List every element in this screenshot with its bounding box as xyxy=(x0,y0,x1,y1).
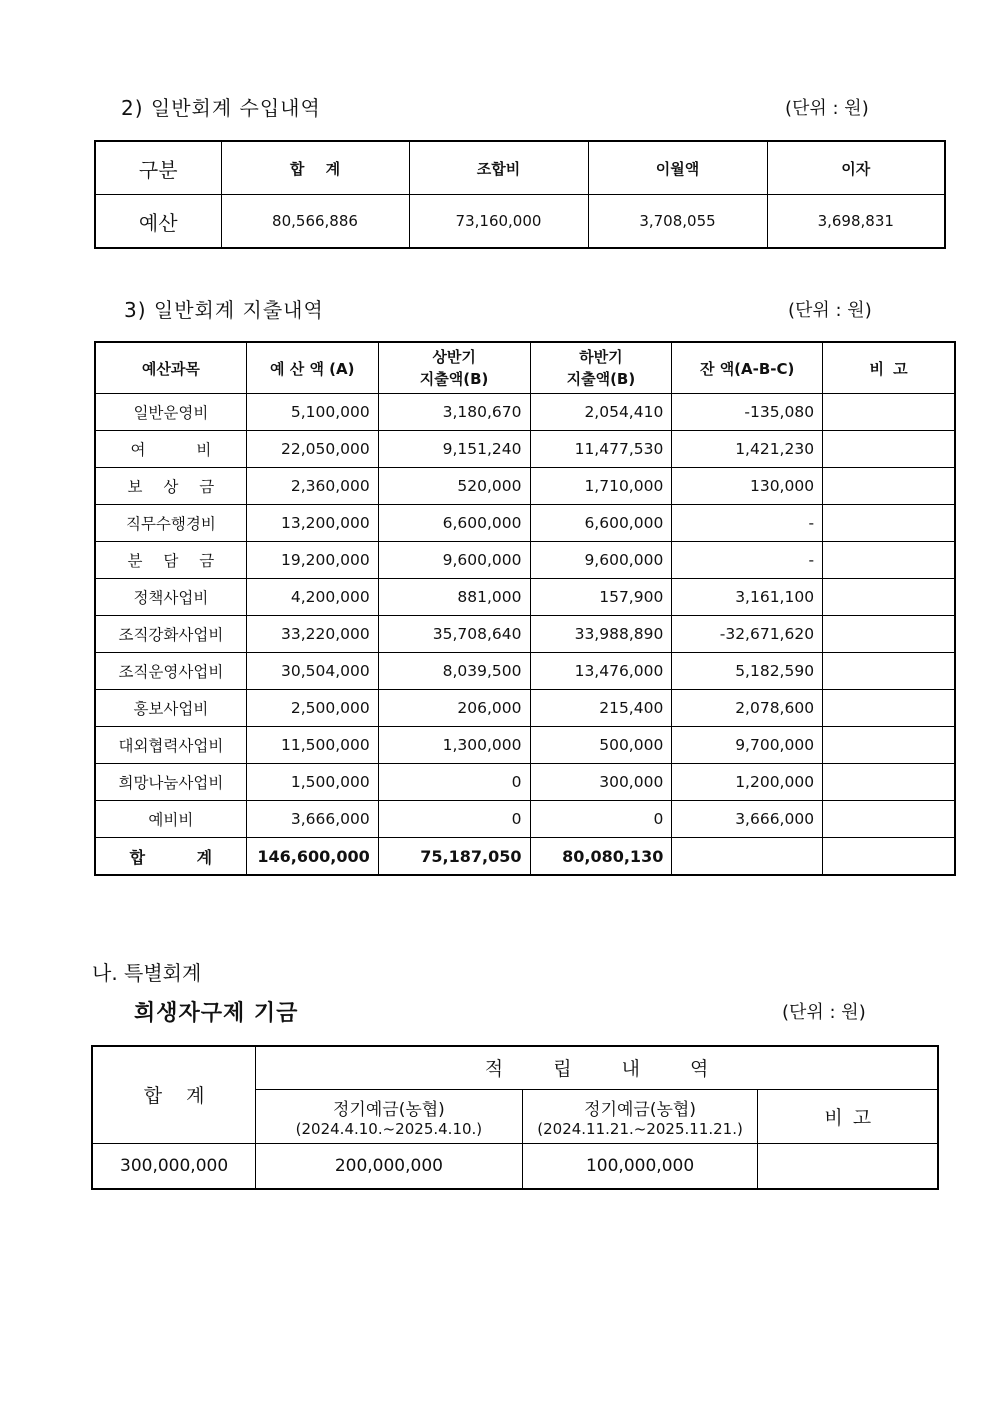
expense-row xyxy=(95,616,955,653)
fund-total-value: 300,000,000 xyxy=(92,1143,256,1189)
expense-cell: 3,180,670 xyxy=(378,394,530,431)
expense-cell: 35,708,640 xyxy=(378,616,530,653)
expense-cell: 11,500,000 xyxy=(246,727,378,764)
expense-cell xyxy=(823,838,955,876)
expense-body xyxy=(95,394,955,876)
expense-cell: 0 xyxy=(378,764,530,801)
expense-cell: 11,477,530 xyxy=(530,431,672,468)
expense-item-name: 예비비 xyxy=(95,801,246,838)
expense-item-name: 직무수행경비 xyxy=(95,505,246,542)
expense-cell xyxy=(672,838,823,876)
expense-cell: 881,000 xyxy=(378,579,530,616)
income-cell: 3,698,831 xyxy=(767,195,945,249)
expense-item-name: 합 계 xyxy=(95,838,246,876)
expense-cell: -135,080 xyxy=(672,394,823,431)
expense-cell: 1,200,000 xyxy=(672,764,823,801)
fund-deposit2-header xyxy=(522,1089,758,1143)
expense-cell: 520,000 xyxy=(378,468,530,505)
expense-cell: 5,182,590 xyxy=(672,653,823,690)
expense-cell: - xyxy=(672,542,823,579)
expense-cell: 30,504,000 xyxy=(246,653,378,690)
expense-header: 예산과목 xyxy=(95,342,246,394)
expense-cell: 3,666,000 xyxy=(672,801,823,838)
fund-deposit1-value: 200,000,000 xyxy=(256,1143,523,1189)
expense-cell: -32,671,620 xyxy=(672,616,823,653)
expense-cell: 0 xyxy=(378,801,530,838)
expense-item-name: 보 상 금 xyxy=(95,468,246,505)
expense-cell: 215,400 xyxy=(530,690,672,727)
income-cell: 80,566,886 xyxy=(221,195,409,249)
expense-cell: 9,600,000 xyxy=(530,542,672,579)
expense-cell xyxy=(823,727,955,764)
expense-row xyxy=(95,727,955,764)
income-header: 이자 xyxy=(767,141,945,195)
income-header-row xyxy=(95,141,945,195)
income-table xyxy=(94,140,946,249)
expense-cell: 33,988,890 xyxy=(530,616,672,653)
fund-note-label: 비 고 xyxy=(758,1089,938,1143)
expense-cell: 9,151,240 xyxy=(378,431,530,468)
expense-header: 하반기 지출액(B) xyxy=(530,342,672,394)
expense-cell: 33,220,000 xyxy=(246,616,378,653)
expense-cell: 9,700,000 xyxy=(672,727,823,764)
income-cell: 예산 xyxy=(95,195,221,249)
expense-header: 잔 액(A-B-C) xyxy=(672,342,823,394)
expense-row xyxy=(95,690,955,727)
expense-cell xyxy=(823,431,955,468)
expense-cell: 9,600,000 xyxy=(378,542,530,579)
expense-cell: 1,710,000 xyxy=(530,468,672,505)
expense-item-name: 여 비 xyxy=(95,431,246,468)
expense-total-row xyxy=(95,838,955,876)
expense-cell: 2,078,600 xyxy=(672,690,823,727)
expense-cell: 1,500,000 xyxy=(246,764,378,801)
income-header: 합 계 xyxy=(221,141,409,195)
expense-cell: 1,300,000 xyxy=(378,727,530,764)
income-header: 이월액 xyxy=(588,141,767,195)
expense-header: 비 고 xyxy=(823,342,955,394)
expense-cell: - xyxy=(672,505,823,542)
expense-item-name: 일반운영비 xyxy=(95,394,246,431)
expense-cell: 80,080,130 xyxy=(530,838,672,876)
expense-cell: 500,000 xyxy=(530,727,672,764)
income-unit: (단위 : 원) xyxy=(785,98,869,119)
expense-cell xyxy=(823,542,955,579)
expense-cell: 3,161,100 xyxy=(672,579,823,616)
expense-cell: 130,000 xyxy=(672,468,823,505)
expense-cell xyxy=(823,653,955,690)
expense-cell: 13,476,000 xyxy=(530,653,672,690)
expense-cell: 6,600,000 xyxy=(530,505,672,542)
expense-cell: 13,200,000 xyxy=(246,505,378,542)
fund-deposit1-header xyxy=(256,1089,523,1143)
expense-cell: 1,421,230 xyxy=(672,431,823,468)
income-header: 구분 xyxy=(95,141,221,195)
expense-unit: (단위 : 원) xyxy=(788,300,872,321)
expense-cell xyxy=(823,764,955,801)
special-unit: (단위 : 원) xyxy=(782,1002,866,1023)
expense-row xyxy=(95,394,955,431)
expense-cell xyxy=(823,579,955,616)
income-cell: 3,708,055 xyxy=(588,195,767,249)
expense-item-name: 분 담 금 xyxy=(95,542,246,579)
expense-row xyxy=(95,653,955,690)
expense-cell xyxy=(823,801,955,838)
expense-row xyxy=(95,505,955,542)
expense-header: 상반기 지출액(B) xyxy=(378,342,530,394)
expense-cell: 146,600,000 xyxy=(246,838,378,876)
expense-cell: 2,500,000 xyxy=(246,690,378,727)
income-title: 2) 일반회계 수입내역 xyxy=(121,96,321,120)
income-cell: 73,160,000 xyxy=(409,195,588,249)
expense-row xyxy=(95,764,955,801)
expense-row xyxy=(95,431,955,468)
expense-cell: 2,054,410 xyxy=(530,394,672,431)
expense-item-name: 홍보사업비 xyxy=(95,690,246,727)
expense-cell: 3,666,000 xyxy=(246,801,378,838)
expense-header: 예 산 액 (A) xyxy=(246,342,378,394)
expense-cell xyxy=(823,616,955,653)
expense-cell: 5,100,000 xyxy=(246,394,378,431)
expense-row xyxy=(95,468,955,505)
special-title: 희생자구제 기금 xyxy=(134,1001,299,1026)
fund-total-label: 합 계 xyxy=(92,1046,256,1143)
deposit2-label: 정기예금(농협) xyxy=(584,1099,696,1120)
expense-item-name: 정책사업비 xyxy=(95,579,246,616)
income-header: 조합비 xyxy=(409,141,588,195)
expense-cell: 157,900 xyxy=(530,579,672,616)
expense-cell: 206,000 xyxy=(378,690,530,727)
expense-cell xyxy=(823,468,955,505)
expense-cell: 300,000 xyxy=(530,764,672,801)
expense-row xyxy=(95,801,955,838)
expense-header-row xyxy=(95,342,955,394)
expense-row xyxy=(95,542,955,579)
expense-cell xyxy=(823,505,955,542)
special-section-title: 나. 특별회계 xyxy=(92,961,202,985)
expense-cell: 8,039,500 xyxy=(378,653,530,690)
expense-item-name: 희망나눔사업비 xyxy=(95,764,246,801)
expense-title: 3) 일반회계 지출내역 xyxy=(124,298,324,322)
fund-accum-label: 적 립 내 역 xyxy=(256,1046,938,1089)
expense-cell: 75,187,050 xyxy=(378,838,530,876)
expense-item-name: 조직강화사업비 xyxy=(95,616,246,653)
deposit1-label: 정기예금(농협) xyxy=(333,1099,445,1120)
expense-cell: 6,600,000 xyxy=(378,505,530,542)
deposit2-period: (2024.11.21.~2025.11.21.) xyxy=(537,1119,743,1138)
fund-table xyxy=(91,1045,939,1190)
expense-item-name: 조직운영사업비 xyxy=(95,653,246,690)
expense-cell: 22,050,000 xyxy=(246,431,378,468)
fund-note-value xyxy=(758,1143,938,1189)
expense-cell xyxy=(823,394,955,431)
expense-table xyxy=(94,341,956,876)
expense-cell: 19,200,000 xyxy=(246,542,378,579)
income-row xyxy=(95,195,945,249)
expense-cell: 4,200,000 xyxy=(246,579,378,616)
expense-cell: 0 xyxy=(530,801,672,838)
expense-cell: 2,360,000 xyxy=(246,468,378,505)
deposit1-period: (2024.4.10.~2025.4.10.) xyxy=(295,1119,483,1138)
expense-cell xyxy=(823,690,955,727)
expense-item-name: 대외협력사업비 xyxy=(95,727,246,764)
expense-row xyxy=(95,579,955,616)
fund-deposit2-value: 100,000,000 xyxy=(522,1143,758,1189)
